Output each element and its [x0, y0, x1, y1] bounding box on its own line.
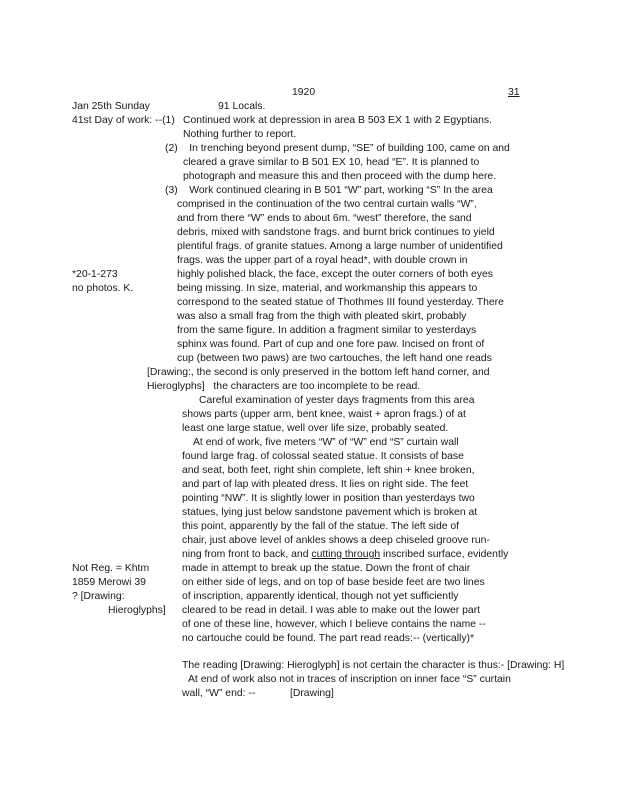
text-line: sphinx was found. Part of cup and one fore paw. Incised on front of — [177, 339, 485, 350]
text-line: cleared a grave similar to B 501 EX 10, head “E”. It is planned to — [183, 157, 480, 168]
text-line: debris, mixed with sandstone frags. and burnt brick continues to yield — [177, 227, 495, 238]
text-line: (3) Work continued clearing in B 501 “W” part, working “S” In the area — [165, 185, 493, 196]
text-fragment: ning from front to back, and — [182, 549, 312, 560]
text-fragment: inscribed surface, evidently — [380, 549, 509, 560]
text-line: made in attempt to break up the statue. Down the front of chair — [182, 563, 471, 574]
text-line: of inscription, apparently identical, though not yet sufficiently — [182, 591, 459, 602]
text-line: cleared to be read in detail. I was able to make out the lower part — [182, 605, 481, 616]
text-line: Continued work at depression in area B 503 EX 1 with 2 Egyptians. — [183, 115, 493, 126]
text-line: statues, lying just below sandstone pavement which is broken at — [182, 507, 478, 518]
text-line: Jan 25th Sunday — [72, 101, 150, 112]
text-line: frags. was the upper part of a royal head*, with double crown in — [177, 255, 468, 266]
page-year: 1920 — [292, 87, 316, 98]
text-line: Nothing further to report. — [183, 129, 297, 140]
text-line: and part of lap with pleated dress. It lies on right side. The feet — [182, 479, 469, 490]
text-line: pointing “NW”. It is slightly lower in position than yesterdays two — [182, 493, 475, 504]
margin-note: 1859 Merowi 39 — [72, 577, 146, 588]
margin-note: Hieroglyphs] — [108, 605, 166, 616]
margin-note: *20-1-273 — [72, 269, 118, 280]
underlined-phrase: cutting through — [311, 549, 381, 560]
text-line: was also a small frag from the thigh with pleated skirt, probably — [177, 311, 467, 322]
text-line: 91 Locals. — [218, 101, 266, 112]
text-line: Careful examination of yester days fragments from this area — [199, 395, 475, 406]
text-line: and seat, both feet, right shin complete, left shin + knee broken, — [182, 465, 475, 476]
text-line: photograph and measure this and then proceed with the dump here. — [183, 171, 497, 182]
text-line: At end of work also not in traces of inscription on inner face “S” curtain — [188, 674, 511, 685]
text-line: [Drawing:, the second is only preserved in the bottom left hand corner, and — [147, 367, 490, 378]
text-line: found large frag. of colossal seated statue. It consists of base — [182, 451, 464, 462]
text-line: cup (between two paws) are two cartouches, the left hand one reads — [177, 353, 492, 364]
text-line: wall, “W” end: -- [Drawing] — [182, 688, 334, 699]
text-line: comprised in the continuation of the two central curtain walls “W”, — [177, 199, 477, 210]
text-line: plentiful frags. of granite statues. Among a large number of unidentified — [177, 241, 503, 252]
text-line: of one of these line, however, which I believe contains the name -- — [182, 619, 486, 630]
text-line — [182, 549, 508, 561]
text-line: highly polished black, the face, except the outer corners of both eyes — [177, 269, 493, 280]
text-line: and from there “W” ends to about 6m. “west” therefore, the sand — [177, 213, 472, 224]
text-line: (2) In trenching beyond present dump, “SE” of building 100, came on and — [165, 143, 510, 154]
text-line: from the same figure. In addition a fragment similar to yesterdays — [177, 325, 477, 336]
page-number: 31 — [508, 87, 520, 98]
text-line: chair, just above level of ankles shows a deep chiseled groove run- — [182, 535, 490, 546]
margin-note: Not Reg. = Khtm — [72, 563, 150, 574]
text-line: least one large statue, well over life size, probably seated. — [182, 423, 449, 434]
text-line: At end of work, five meters “W” of “W” end “S” curtain wall — [193, 437, 459, 448]
text-line: no cartouche could be found. The part read reads:-- (vertically)* — [182, 633, 475, 644]
text-line: correspond to the seated statue of Thothmes III found yesterday. There — [177, 297, 504, 308]
text-line: The reading [Drawing: Hieroglyph] is not certain the character is thus:- [Drawing: H] — [182, 660, 565, 671]
text-line: this point, apparently by the fall of the statue. The left side of — [182, 521, 460, 532]
text-line: 41st Day of work: --(1) — [72, 115, 175, 126]
margin-note: ? [Drawing: — [72, 591, 125, 602]
text-line: being missing. In size, material, and workmanship this appears to — [177, 283, 478, 294]
text-line: on either side of legs, and on top of base beside feet are two lines — [182, 577, 485, 588]
margin-note: no photos. K. — [72, 283, 134, 294]
text-line: shows parts (upper arm, bent knee, waist + apron frags.) of at — [182, 409, 466, 420]
text-line: Hieroglyphs] the characters are too incomplete to be read. — [147, 381, 421, 392]
